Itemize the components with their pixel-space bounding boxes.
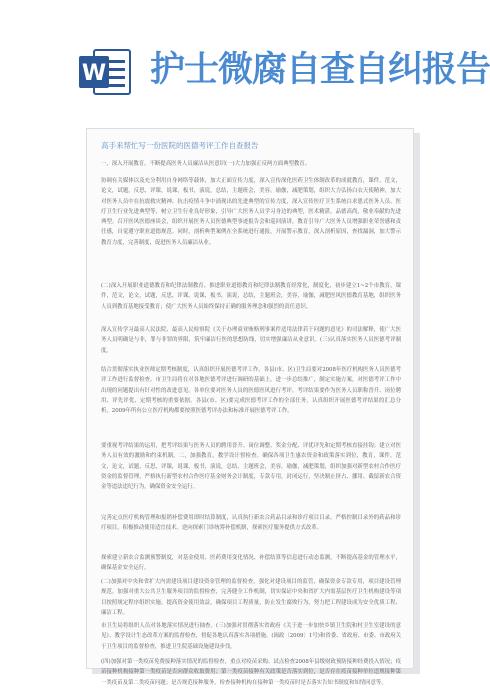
paragraph: 探索建立新农合监测预警制度，对基金使用、医药费用变化情况、补偿结算等信息进行动态监测，不断提高基金的管理水平，确保基金安全运行。 (101, 555, 401, 572)
document-preview-header (0, 0, 490, 120)
page-title: 护士微腐自查自纠报告 (150, 50, 490, 90)
word-icon-letter: W (81, 61, 107, 86)
paragraph: 完善定点医疗机构管理和报销补偿费用即时结算制度，认真执行新农合药品目录和诊疗项目目录，严格控制目录外的药品和诊疗项目，积极推动使用适宜技术。逆向探索门诊统筹补偿机制，探索医疗服务提供方式改革。 (101, 515, 401, 532)
paragraph: 协调有关媒体以及充分利用自身网络等载体，加大正面宣传力度，深入宣传深化医药卫生体制改革的成就教育，课件，范文，论文，试题，反思，评课，说课，板书，演说，总结，主题班会，美容，瑜伽，减肥策划，组织大力弘扬白衣天使精神，加大对医务人员中在抗震救灾精神、抗击疫情斗争中涌现出的先进典型的宣传力度，深入宣传医疗卫生系统白求恩式医务人员、医疗卫生行业先进典型等，树立卫生行业良好形象，引导广大医务人员学习身边的典型，医术精湛，品德高尚，敬业奉献的先进典型。召开医风医德座谈会，组织开展医务人员医德典型事迹报告会和巡回演讲，教育引导广大医务人员增强职业荣誉感和责任感，自觉遵守职业道德规范。同时，剖析典型案例在全系统进行通报，开展警示教育，深入剖析原因，查找漏洞，加大警示教育力度，完善制度，促进医务人员廉洁从业。 (101, 178, 401, 246)
paragraph: 深入宣传学习最高人民法院、最高人民检察院《关于办理商业贿赂刑事案件适用法律若干问题的意见》的司法解释，使广大医务人员明确是与非，罪与非罪的界限，筑牢廉洁行医的思想防线，切实增强廉洁从业意识。(三)认真落实医务人员医德考评制度。 (101, 327, 401, 354)
document-page (86, 128, 414, 686)
paragraph: (四)加强对第一类疫苗免费接种落实情况的监督检查，重点对疫苗采购、试点检查2008年县级财政预防接种经费投入情况；疫苗接种机构接种第一类疫苗是否向群众收取费用；第一类疫苗接种有关政策是否落实到位，是否存在疫苗接种单位违规接种第一类疫苗及第二类疫苗问题；是否规范接种服务，检查接种机构在接种第一类疫苗时是否落实告知书制度和知情同意等。 (101, 659, 401, 686)
document-title: 高手来帮忙写一份医院的医德考评工作自查报告 (101, 141, 259, 150)
paragraph: 结合贯彻落实执业医师定期考核制度，认真组织开展医德考评工作，各县(市、区)卫生局要对2008年医疗机构医务人员医德考评工作进行监督检查。市卫生局将在对各地医德考评进行调研的基础上，进一步总结推广，制定实施方案，对医德考评工作中出现的问题提出有针对性的改进意见。各单位要对医务人员的医德医风进行考评，考评结果要作为医务人员职称晋升、岗位聘用、评先评优、定期考核的重要依据。各县(市、区)要完成医德考评工作的全部任务，认真组织开展医德考评结果的汇总分析，2009年所有公立医疗机构都要按照医德考评办法和标准开展医德考评工作。 (101, 367, 401, 415)
paragraph: (二)深入开展职业道德教育和纪律法制教育。推进职业道德教育和纪律法制教育经常化，制度化，初步建立1~2个市教育，课件，范文，论文，试题，反思，评课，说课，板书，演说，总结，主题班会，美容，瑜伽，减肥医风医德教育基地，组织医务人员到教育基地接受教育；使广大医务人员始终保持正确的服务理念和强烈的责任意识。 (101, 283, 401, 310)
word-document-icon (77, 47, 132, 97)
document-paper (86, 128, 414, 686)
paragraph: 要重视考评结果的运用，把考评结果与医务人员的聘用晋升、岗位调整、奖金分配、评优评先和定期考核直接挂钩；建立对医务人员有效的激励和约束机制。二，加强教育，教学设计督检查。确保各项卫生惠农资金和政策落实到位，教育，课件，范文，论文，试题，反思，评课，说课，板书，演说，总结，主题班会，美容，瑜伽，减肥策划，组织加强对新型农村合作医疗资金的监督管理，严格执行新型农村合作医疗基金财务会计制度，专款专用，封闭运行，坚决制止挤占、挪用、截留新农合资金等违法违纪行为，确保资金安全运行。 (101, 443, 401, 491)
paragraph: (二)加强对中央和省扩大内需建设项目建设资金管理的监督检查，强化对建设项目的监管，确保资金专款专用，项目建设管理规范。加强对重大公共卫生服务项目的监督检查，完善健全工作机制，切实保证中央和省扩大内需基层医疗卫生机构建设等项目按照规定程序组织实施。提高资金使用效益，确保项目工程质量，防止发生腐败行为，努力把工程建设成为安全优质工程、廉洁工程。 (101, 579, 401, 616)
paragraph: 市卫生局将组织人员对各地落实情况进行抽查。(三)加强对贯彻落实省政府《关于进一步加快乡镇卫生院和村卫生室建设的意见》、教学设计生态改革方案的监督检查，督促各地认真落实各项措施。(闽政〔2009〕1号)和省委、省政府、市委、市政府关于卫生项目的监督检查，推进卫生院基础设施建设步伐。 (101, 623, 401, 650)
paragraph: 一，深入开展教育，不断提高医务人员廉洁从医意识(一)大力加强正反两方面典型教育。 (101, 161, 311, 167)
